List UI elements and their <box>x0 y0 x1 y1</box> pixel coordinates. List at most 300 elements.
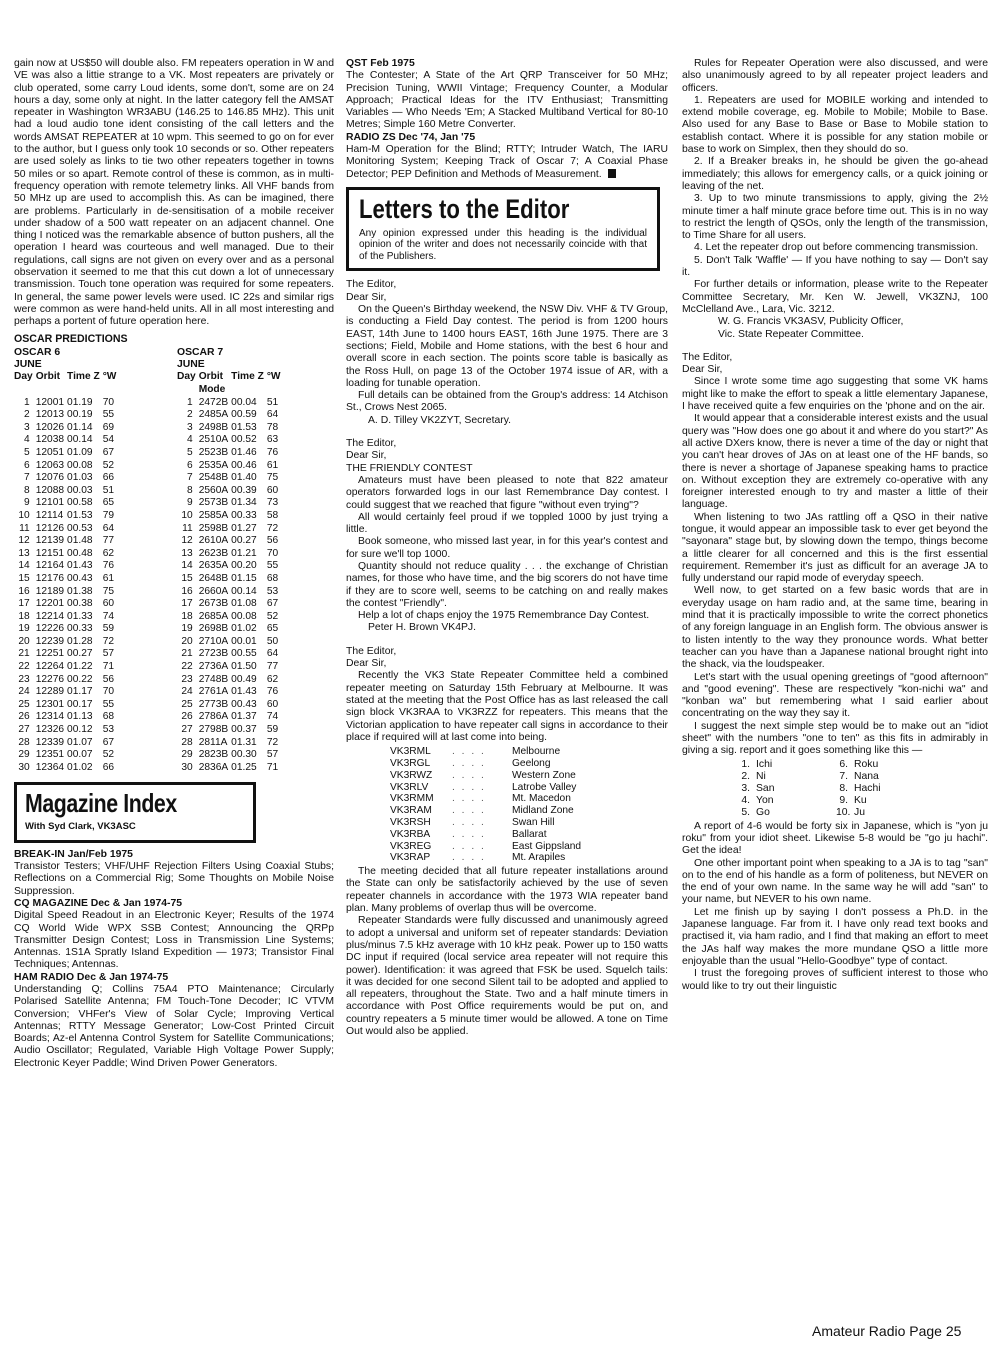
oscar7-cell: 2836A <box>198 761 229 773</box>
letter-paragraph: Help a lot of chaps enjoy the 1975 Remembrance Day Contest. <box>358 610 650 622</box>
oscar6-cell: 62 <box>102 547 115 559</box>
oscar6-rows <box>14 397 119 775</box>
oscar6-cell: 01.13 <box>67 711 93 723</box>
oscar7-cell: 28 <box>181 736 193 748</box>
oscar6-cell: 12101 <box>35 497 65 509</box>
magazine-index-entry <box>14 898 334 972</box>
leader-dots: . . . . <box>452 793 486 805</box>
japanese-number: Ichi <box>756 758 773 770</box>
letter-salutation: Dear Sir, <box>346 658 387 670</box>
oscar-predictions-heading: OSCAR PREDICTIONS <box>14 332 128 345</box>
oscar7-cell: 2535A <box>198 459 229 471</box>
letter-paragraph: I suggest the next simple step would be to make out an "idiot sheet" with the numbers "one to ten" as this fits in admirably in giving a sig. report and it goes something like this — <box>682 720 988 757</box>
end-mark-icon <box>608 169 616 178</box>
oscar7-cell: 50 <box>266 635 279 647</box>
oscar7-cell: 01.31 <box>231 736 257 748</box>
oscar6-row <box>14 485 119 498</box>
letter-heading: THE FRIENDLY CONTEST <box>346 462 473 474</box>
oscar6-cell: 14 <box>18 560 30 572</box>
japanese-number: Ju <box>854 807 865 819</box>
oscar6-cell: 12251 <box>35 648 65 660</box>
oscar7-row <box>177 460 284 473</box>
number-index: 4. <box>741 795 750 807</box>
japanese-number: Yon <box>756 795 774 807</box>
oscar7-row <box>177 724 284 737</box>
oscar6-cell: 16 <box>18 585 30 597</box>
oscar6-cell: 01.14 <box>67 421 93 433</box>
oscar6-row <box>14 699 119 712</box>
number-index: 9. <box>839 795 848 807</box>
number-index: 5. <box>741 807 750 819</box>
oscar7-cell: 60 <box>266 484 279 496</box>
oscar7-cell: 55 <box>266 560 279 572</box>
oscar6-cell: 12301 <box>35 698 65 710</box>
callsign-location: Ballarat <box>512 828 547 840</box>
oscar6-cell: 12364 <box>35 761 65 773</box>
magazine-entry-body: Digital Speed Readout in an Electronic Keyer; Results of the 1974 CQ World Wide WPX SSB Contest; Announcing the QRPp Transmitter Design Contest; Loss in Transmission Line Systems; Antennas. 1S1A Spratly Island Expedition — 1973; Transistor Final Techniques; Antennas. <box>14 910 334 971</box>
oscar6-row <box>14 397 119 410</box>
oscar6-cell: 15 <box>18 572 30 584</box>
oscar7-cell: 72 <box>266 736 279 748</box>
oscar7-cell: 13 <box>181 547 193 559</box>
oscar6-cell: 12 <box>18 535 30 547</box>
oscar6-header: Orbit <box>35 371 61 383</box>
letter-salutation: The Editor, <box>682 351 733 363</box>
repeater-callsign-list <box>390 746 668 864</box>
oscar7-cell: 2510A <box>198 434 229 446</box>
oscar7-cell: 72 <box>266 522 279 534</box>
oscar7-cell: 00.46 <box>231 459 257 471</box>
oscar6-cell: 66 <box>102 472 115 484</box>
oscar7-header: Orbit <box>198 371 224 383</box>
oscar7-cell: 77 <box>266 661 279 673</box>
oscar7-cell: 00.04 <box>231 396 257 408</box>
oscar6-row <box>14 648 119 661</box>
oscar6-cell: 00.38 <box>67 598 93 610</box>
leader-dots: . . . . <box>452 852 486 864</box>
callsign: VK3RSH <box>390 816 431 828</box>
oscar6-cell: 12038 <box>35 434 65 446</box>
leader-dots: . . . . <box>452 746 486 758</box>
oscar7-row <box>177 586 284 599</box>
oscar6-cell: 00.27 <box>67 648 93 660</box>
oscar6-cell: 12126 <box>35 522 65 534</box>
callsign-location: Latrobe Valley <box>512 781 577 793</box>
oscar7-cell: 2635A <box>198 560 229 572</box>
oscar7-cell: 01.50 <box>231 661 257 673</box>
oscar7-cell: 00.33 <box>231 509 257 521</box>
oscar6-cell: 12189 <box>35 585 65 597</box>
oscar7-cell: 01.25 <box>231 761 257 773</box>
oscar7-cell: 2748B <box>198 673 229 685</box>
oscar7-cell: 01.37 <box>231 711 257 723</box>
oscar7-cell: 71 <box>266 761 279 773</box>
callsign-row <box>390 758 668 770</box>
oscar6-cell: 29 <box>18 749 30 761</box>
magazine-entry-body <box>346 144 668 181</box>
oscar7-rows <box>177 397 284 775</box>
magazine-entry-head: RADIO ZS Dec '74, Jan '75 <box>346 131 476 143</box>
oscar6-cell: 12339 <box>35 736 65 748</box>
oscar7-cell: 58 <box>266 509 279 521</box>
oscar6-row <box>14 548 119 561</box>
number-index: 6. <box>839 758 848 770</box>
oscar7-cell: 64 <box>266 648 279 660</box>
callsign: VK3RBA <box>390 828 431 840</box>
oscar6-cell: 12351 <box>35 749 65 761</box>
oscar7-cell: 00.39 <box>231 484 257 496</box>
oscar7-cell: 5 <box>187 446 193 458</box>
oscar6-cell: 54 <box>102 434 115 446</box>
oscar7-cell: 2698B <box>198 623 229 635</box>
oscar6-cell: 00.07 <box>67 749 93 761</box>
oscar7-cell: 25 <box>181 698 193 710</box>
oscar7-cell: 00.27 <box>231 535 257 547</box>
magazine-entry-body: Understanding Q; Collins 75A4 PTO Maintenance; Circularly Polarised Satellite Antenna; FM Touch-Tone Decoder; IC VTVM Conversion; VHFer's View of Solar Cycle; Improving Vertical Antennas; RTTY Message Generator; Low-Cost Printed Circuit Boards; Az-el Antenna Control System for Satellite Communications; Audio Oscillator; Regulated, Variable High Voltage Power Supply; Electronic Keyer Paddle; Wind Driven Power Generators. <box>14 983 334 1069</box>
oscar6-cell: 26 <box>18 711 30 723</box>
letter-paragraph: Amateurs must have been pleased to note that 822 amateur operators forwarded logs in our last Remembrance Day contest. I could suggest that we reached that figure "without even trying"? <box>346 474 668 511</box>
oscar6-cell: 00.33 <box>67 623 93 635</box>
callsign: VK3REG <box>390 840 432 852</box>
oscar7-cell: 15 <box>181 572 193 584</box>
oscar7-cell: 2710A <box>198 635 229 647</box>
oscar6-cell: 23 <box>18 673 30 685</box>
oscar7-subheader: Mode <box>198 384 226 396</box>
oscar7-row <box>177 422 284 435</box>
oscar7-cell: 00.55 <box>231 648 257 660</box>
oscar7-cell: 00.59 <box>231 409 257 421</box>
oscar7-cell: 2598B <box>198 522 229 534</box>
letter-signature: Vic. State Repeater Committee. <box>718 328 864 340</box>
oscar7-cell: 2 <box>187 409 193 421</box>
oscar7-cell: 01.08 <box>231 598 257 610</box>
oscar7-cell: 2736A <box>198 661 229 673</box>
oscar6-cell: 24 <box>18 686 30 698</box>
oscar6-row <box>14 447 119 460</box>
oscar7-cell: 10 <box>181 509 193 521</box>
japanese-number: Hachi <box>854 783 881 795</box>
oscar6-table <box>14 371 119 774</box>
oscar7-cell: 2610A <box>198 535 229 547</box>
letter-japanese <box>682 352 988 993</box>
japanese-number: Ni <box>756 770 766 782</box>
oscar6-cell: 79 <box>102 509 115 521</box>
oscar6-cell: 12063 <box>35 459 65 471</box>
oscar6-cell: 12001 <box>35 396 65 408</box>
callsign: VK3RGL <box>390 757 431 769</box>
oscar7-cell: 21 <box>181 648 193 660</box>
oscar7-cell: 74 <box>266 711 279 723</box>
oscar6-cell: 30 <box>18 761 30 773</box>
magazine-entry-head: BREAK-IN Jan/Feb 1975 <box>14 848 133 860</box>
oscar6-cell: 57 <box>102 648 115 660</box>
leader-dots: . . . . <box>452 757 486 769</box>
oscar6-cell: 01.19 <box>67 396 93 408</box>
letter-paragraph: One other important point when speaking to a JA is to tag "san" on to the end of his handle as a form of politeness, but NEVER on the end of your own name. In the same way he will add "san" to your name, but NEVER to his own name. <box>682 857 988 906</box>
oscar6-cell: 00.14 <box>67 434 93 446</box>
callsign-location: Midland Zone <box>512 805 574 817</box>
oscar6-cell: 9 <box>24 497 30 509</box>
letter-signature: A. D. Tilley VK2ZYT, Secretary. <box>368 414 512 426</box>
callsign-row <box>390 782 668 794</box>
oscar6-cell: 7 <box>24 472 30 484</box>
oscar6-cell: 12151 <box>35 547 65 559</box>
oscar7-header: °W <box>266 371 281 383</box>
oscar7-cell: 00.43 <box>231 698 257 710</box>
oscar6-cell: 00.53 <box>67 522 93 534</box>
oscar7-cell: 12 <box>181 535 193 547</box>
letter-salutation: Dear Sir, <box>346 291 387 303</box>
oscar7-cell: 00.30 <box>231 749 257 761</box>
oscar7-cell: 64 <box>266 409 279 421</box>
oscar6-row <box>14 611 119 624</box>
oscar6-cell: 67 <box>102 736 115 748</box>
oscar7-row <box>177 434 284 447</box>
column-middle <box>346 58 668 1038</box>
oscar7-cell: 2685A <box>198 610 229 622</box>
oscar7-cell: 2648B <box>198 572 229 584</box>
letter-paragraph: Repeater Standards were fully discussed and unanimously agreed to adopt a universal and uniform set of repeater standards: Deviation plus/minus 7.5 kHz average with 10 kHz peak. Power up to 150 watts DC input if required (local service area repeater will not require this power). Identification: it was agreed that FSK be used. Squelch tails: it was decided for one second Silent tail to be adopted and applied to all repeaters, throughout the State. Two and a half minute timers in accordance with Post Office requirements would be put on, and country repeaters a 5 minute timer would be allowed. A tone on Time Out would also be applied. <box>346 915 668 1037</box>
oscar7-cell: 2548B <box>198 472 229 484</box>
oscar7-cell: 65 <box>266 623 279 635</box>
oscar6-cell: 72 <box>102 635 115 647</box>
oscar6-cell: 12176 <box>35 572 65 584</box>
magazine-index-entry <box>14 849 334 898</box>
oscar6-cell: 61 <box>102 572 115 584</box>
column-left <box>14 58 334 1070</box>
oscar6-cell: 25 <box>18 698 30 710</box>
oscar6-cell: 1 <box>24 396 30 408</box>
callsign-location: Geelong <box>512 757 551 769</box>
oscar6-row <box>14 737 119 750</box>
japanese-number: Ku <box>854 795 867 807</box>
oscar7-row <box>177 510 284 523</box>
oscar7-cell: 56 <box>266 535 279 547</box>
japanese-number: Roku <box>854 758 879 770</box>
oscar7-cell: 27 <box>181 724 193 736</box>
column-right <box>682 58 988 993</box>
oscar7-cell: 2761A <box>198 686 229 698</box>
oscar7-cell: 8 <box>187 484 193 496</box>
oscar6-cell: 19 <box>18 623 30 635</box>
oscar6-table-block <box>14 347 171 775</box>
oscar7-cell: 01.53 <box>231 421 257 433</box>
oscar7-cell: 00.49 <box>231 673 257 685</box>
oscar6-cell: 12226 <box>35 623 65 635</box>
japanese-number: San <box>756 783 775 795</box>
oscar6-cell: 52 <box>102 459 115 471</box>
oscar6-title: OSCAR 6 <box>14 346 61 358</box>
oscar6-cell: 01.02 <box>67 761 93 773</box>
callsign-row <box>390 793 668 805</box>
letter-paragraph: Let me finish up by saying I don't possess a Ph.D. in the Japanese language. Far from it. I have only read text books and practised it, via ham radio, and I find that making an effort to meet the JAs half way makes the more mundane QSO a little more enjoyable than the usual "Hello-Goodbye" type of contact. <box>682 906 988 967</box>
repeater-rule: 5. Don't Talk 'Waffle' — If you have nothing to say — Don't say it. <box>682 254 988 279</box>
oscar7-cell: 76 <box>266 686 279 698</box>
oscar7-cell: 2560A <box>198 484 229 496</box>
oscar7-cell: 6 <box>187 459 193 471</box>
oscar7-row <box>177 699 284 712</box>
oscar6-row <box>14 560 119 573</box>
letter-signature: Peter H. Brown VK4PJ. <box>368 622 476 634</box>
oscar7-cell: 01.40 <box>231 472 257 484</box>
oscar6-cell: 22 <box>18 661 30 673</box>
callsign: VK3RML <box>390 746 431 758</box>
oscar6-row <box>14 510 119 523</box>
oscar6-month: JUNE <box>14 359 42 371</box>
oscar6-cell: 66 <box>102 761 115 773</box>
oscar7-row <box>177 674 284 687</box>
oscar6-cell: 00.03 <box>67 484 93 496</box>
oscar7-row <box>177 711 284 724</box>
oscar6-cell: 2 <box>24 409 30 421</box>
oscar7-cell: 9 <box>187 497 193 509</box>
oscar6-cell: 01.38 <box>67 585 93 597</box>
oscar7-cell: 7 <box>187 472 193 484</box>
oscar6-cell: 01.17 <box>67 686 93 698</box>
oscar6-row <box>14 409 119 422</box>
oscar6-cell: 00.48 <box>67 547 93 559</box>
letters-title: Letters to the Editor <box>359 193 570 224</box>
oscar6-row <box>14 497 119 510</box>
magazine-entry-body: Transistor Testers; VHF/UHF Rejection Filters Using Coaxial Stubs; Reflections on a Commercial Rig; Some Thoughts on Mobile Noise Suppression. <box>14 861 334 897</box>
oscar7-cell: 00.20 <box>231 560 257 572</box>
oscar7-cell: 11 <box>182 522 193 534</box>
oscar6-row <box>14 661 119 674</box>
oscar7-cell: 2573B <box>198 497 229 509</box>
oscar7-cell: 01.02 <box>231 623 257 635</box>
magazine-entry-head: QST Feb 1975 <box>346 58 415 69</box>
magazine-entry-body: The Contester; A State of the Art QRP Transceiver for 50 MHz; Precision Tuning, WWII Vintage; Frequency Counter, a Modular Approach; Practical Ideas for the ITV Enthusiast; Transmitting Variables — Who Needs 'Em; A Stacked Multiband Vertical for 80-10 Metres; Simple 160 Metre Converter. <box>346 70 668 131</box>
oscar7-row <box>177 749 284 762</box>
oscar7-cell: 01.21 <box>231 547 257 559</box>
oscar7-row <box>177 560 284 573</box>
japanese-number: Go <box>756 807 770 819</box>
letter-paragraph: Quantity should not reduce quality . . . the exchange of Christian names, for those who have time, and the big scorers do not have time if they are to score well, seems to be catching on and really makes the contest "Friendly". <box>346 561 668 609</box>
oscar7-month: JUNE <box>177 359 205 371</box>
oscar6-cell: 52 <box>102 749 115 761</box>
letter-paragraph: Recently the VK3 State Repeater Committee held a combined repeater meeting on Saturday 15th February at Melbourne. It was stated at the meeting that the Post Office has as last released the call sign block VK3RAA to VK3RZZ for repeaters. This means that the Victorian application to have repeater call signs in accordance to their place if required will at last come into being. <box>346 670 668 743</box>
letter-paragraph: On the Queen's Birthday weekend, the NSW Div. VHF & TV Group, is conducting a Field Day contest. The period is from 1200 hours EAST, 14th June to 1400 hours EAST, 16th June 1975. There are 3 sections; Field, Mobile and Home stations, with the best 6 hour and overall score in each section. The points score table is basically as the Ross Hull, on page 13 of the October 1974 issue of AR, with a loading for tunable operation. <box>346 304 668 389</box>
letter-salutation: Dear Sir, <box>682 364 723 376</box>
oscar6-cell: 12164 <box>35 560 65 572</box>
callsign-row <box>390 817 668 829</box>
letter-paragraph: When listening to two JAs rattling off a QSO in their native tongue, it would appear an impossible task to ever get beyond the "sayonara" stage but, by slowing down the tempo, things become a little clearer for all concerned and this is the first essential requirement. Remember it's just as difficult for an average JA to fully understand our rapid mode of everyday speech. <box>682 511 988 585</box>
callsign-location: Mt. Macedon <box>512 793 571 805</box>
oscar7-row <box>177 485 284 498</box>
oscar6-cell: 12114 <box>35 509 64 521</box>
oscar6-cell: 00.58 <box>67 497 93 509</box>
oscar6-cell: 00.08 <box>67 459 93 471</box>
oscar6-cell: 70 <box>102 396 115 408</box>
magazine-index-entry <box>14 972 334 1070</box>
oscar7-cell: 01.43 <box>231 686 257 698</box>
oscar7-cell: 2673B <box>198 598 229 610</box>
letters-disclaimer: Any opinion expressed under this heading is the individual opinion of the writer and does not necessarily coincide with that of the Publishers. <box>359 227 647 262</box>
oscar6-cell: 00.43 <box>67 572 93 584</box>
oscar7-row <box>177 686 284 699</box>
letter-paragraph: Let's start with the usual opening greetings of "good afternoon" and "good evening". These are respectively "kon-nichi wa" and "konban wa" but remembering what I said earlier about concentrating on the way they say it. <box>682 671 988 720</box>
oscar7-cell: 61 <box>266 459 279 471</box>
oscar7-cell: 2523B <box>198 446 229 458</box>
oscar6-cell: 6 <box>24 459 30 471</box>
oscar7-cell: 2485A <box>198 409 229 421</box>
oscar7-cell: 59 <box>266 724 279 736</box>
oscar7-cell: 2723B <box>198 648 229 660</box>
oscar7-cell: 14 <box>181 560 193 572</box>
oscar7-cell: 70 <box>266 547 279 559</box>
oscar7-table-block <box>177 347 334 775</box>
callsign: VK3RWZ <box>390 769 433 781</box>
oscar7-row <box>177 409 284 422</box>
oscar7-cell: 00.37 <box>231 724 257 736</box>
oscar7-cell: 76 <box>266 446 279 458</box>
oscar7-cell: 1 <box>187 396 193 408</box>
oscar7-cell: 18 <box>181 610 193 622</box>
oscar6-cell: 77 <box>102 535 115 547</box>
oscar6-cell: 01.07 <box>67 736 93 748</box>
oscar7-cell: 2623B <box>198 547 229 559</box>
letter-paragraph: The meeting decided that all future repeater installations around the State can only be satisfactorily achieved by the use of seven repeater channels in accordance with the 1973 WIA repeater band plan. Many problems of overlap thus will be overcome. <box>346 866 668 915</box>
oscar6-cell: 00.22 <box>67 673 93 685</box>
repeater-article-text: gain now at US$50 will double also. FM repeaters operation in W and VE was also a littie strange to a VK. Most repeaters are privately or club operated, some carry Loud idents, some don't, some are on 24 hours a day, some only at night. In the latter category fell the AMSAT repeater in Washington WR3ABU (146.25 to 146.85 MHz). This unit had a loud audio tone ident consisting of the call letters and the words AMSAT REPEATER at 10 wpm. This seemed to go on for ever to the author, but I guess only took 10 seconds or so. Other repeaters are used solely as links to tie two other repeaters together in towns 50 miles or so apart. Remote control of these is common, as in multi-frequency operation with remote telemetry links. All VHF bands from 50 MHz up are used to accomplish this. As can be imagined, there are problems. Particularly in de-sensitisation of a mobile receiver under shadow of a 500 watt repeater on an adjacent channel. One thing I noticed was the remarkable absence of button pushers, all the operation I heard was courteous and well managed. Due to their regulations, call signs are not given on every over and as a personal observation it seemed to me that this cut down a lot of unnecessary transmission. Touch tone operation was required for some repeaters. In general, the same power levels were used. IC 22s and similar rigs were common as were hand-held units. All in all most interesting and perhaps a portent of future operation here. <box>14 58 334 328</box>
oscar7-cell: 3 <box>187 421 193 433</box>
oscar7-cell: 2798B <box>198 724 229 736</box>
oscar6-cell: 12088 <box>35 484 65 496</box>
oscar6-row <box>14 586 119 599</box>
leader-dots: . . . . <box>452 805 486 817</box>
oscar6-cell: 13 <box>18 547 30 559</box>
callsign-row <box>390 829 668 841</box>
callsign-location: East Gippsland <box>512 840 582 852</box>
oscar7-row <box>177 611 284 624</box>
callsign: VK3RAM <box>390 805 432 817</box>
letter-salutation: The Editor, <box>346 645 397 657</box>
oscar7-row <box>177 497 284 510</box>
leader-dots: . . . . <box>452 816 486 828</box>
oscar7-cell: 68 <box>266 572 279 584</box>
callsign-row <box>390 841 668 853</box>
oscar-predictions <box>14 347 334 775</box>
oscar6-cell: 27 <box>18 724 30 736</box>
oscar6-cell: 12051 <box>35 446 65 458</box>
oscar7-row <box>177 397 284 410</box>
number-index: 7. <box>839 770 848 782</box>
oscar6-cell: 12076 <box>35 472 65 484</box>
oscar7-row <box>177 573 284 586</box>
oscar7-cell: 4 <box>187 434 193 446</box>
oscar6-cell: 5 <box>24 446 30 458</box>
magazine-entry-head: CQ MAGAZINE Dec & Jan 1974-75 <box>14 897 183 909</box>
number-index: 10. <box>836 807 851 819</box>
letter-paragraph: Since I wrote some time ago suggesting that some VK hams might like to make the effort to speak a little elementary Japanese, I have received quite a few enquiries on the 'phone and on the air. <box>682 376 988 413</box>
oscar7-cell: 75 <box>266 472 279 484</box>
oscar7-cell: 30 <box>181 761 193 773</box>
letter-field-day <box>346 279 668 427</box>
oscar6-cell: 00.17 <box>67 698 93 710</box>
oscar7-cell: 53 <box>266 585 279 597</box>
oscar6-cell: 3 <box>24 421 30 433</box>
oscar6-cell: 01.53 <box>67 509 93 521</box>
oscar7-cell: 16 <box>181 585 193 597</box>
oscar7-cell: 2660A <box>198 585 229 597</box>
oscar7-row <box>177 762 284 775</box>
oscar6-cell: 71 <box>102 661 115 673</box>
oscar7-row <box>177 535 284 548</box>
oscar6-cell: 12026 <box>35 421 65 433</box>
oscar7-cell: 26 <box>181 711 193 723</box>
oscar7-cell: 29 <box>181 749 193 761</box>
oscar7-row <box>177 737 284 750</box>
